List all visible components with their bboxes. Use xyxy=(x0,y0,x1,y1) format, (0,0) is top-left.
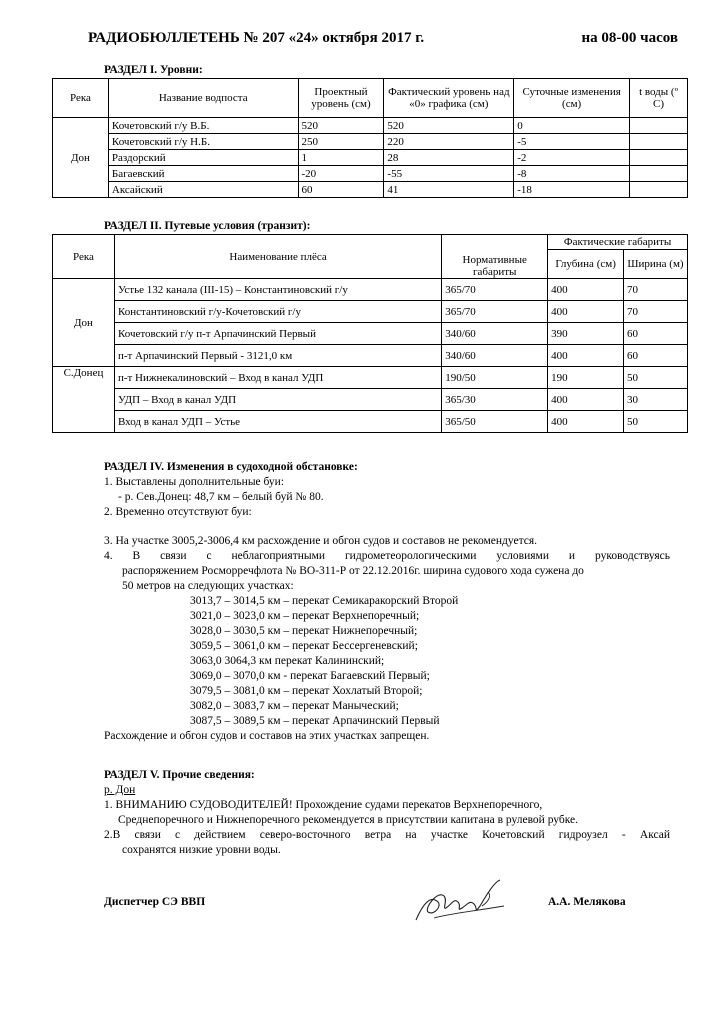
stretch-cell: Устье 132 канала (III-15) – Константиновский г/у xyxy=(114,279,441,301)
depth-cell: 400 xyxy=(548,389,624,411)
section5 xyxy=(104,768,670,858)
transit-table xyxy=(52,234,688,433)
design-cell: -20 xyxy=(298,166,384,182)
transit-header-depth: Глубина (см) xyxy=(548,250,624,279)
transit-header-row xyxy=(53,235,688,250)
temp-cell xyxy=(630,118,688,134)
dispatcher-name: А.А. Мелякова xyxy=(548,896,626,908)
location-item: 3079,5 – 3081,0 км – перекат Хохлатый Второй; xyxy=(190,685,423,697)
stretch-cell: Константиновский г/у-Кочетовский г/у xyxy=(114,301,441,323)
temp-cell xyxy=(630,134,688,150)
levels-header-daily: Суточные изменения (см) xyxy=(514,79,630,118)
width-cell: 50 xyxy=(624,411,688,433)
design-cell: 1 xyxy=(298,150,384,166)
bulletin-time: на 08-00 часов xyxy=(581,30,678,46)
design-cell: 60 xyxy=(298,182,384,198)
temp-cell xyxy=(630,150,688,166)
levels-header-river: Река xyxy=(53,79,109,118)
levels-header-actual: Фактический уровень над «0» графика (см) xyxy=(384,79,514,118)
norm-cell: 365/50 xyxy=(442,411,548,433)
norm-cell: 340/60 xyxy=(442,323,548,345)
bulletin-title: РАДИОБЮЛЛЕТЕНЬ № 207 «24» октября 2017 г. xyxy=(88,30,425,46)
stretch-cell: п-т Арпачинский Первый - 3121,0 км xyxy=(114,345,441,367)
daily-cell: -8 xyxy=(514,166,630,182)
section4-item1a: - р. Сев.Донец: 48,7 км – белый буй № 80. xyxy=(118,491,324,503)
location-item: 3069,0 – 3070,0 км - перекат Багаевский Первый; xyxy=(190,670,430,682)
table-row xyxy=(53,345,688,367)
stretch-cell: п-т Нижнекалиновский – Вход в канал УДП xyxy=(114,367,441,389)
section4-item2: 2. Временно отсутствуют буи: xyxy=(104,506,252,518)
actual-cell: 41 xyxy=(384,182,514,198)
daily-cell: -5 xyxy=(514,134,630,150)
handwritten-signature-icon xyxy=(408,876,518,928)
width-cell: 70 xyxy=(624,279,688,301)
depth-cell: 400 xyxy=(548,279,624,301)
daily-cell: -18 xyxy=(514,182,630,198)
table-row xyxy=(53,367,688,389)
section5-item2-line2: сохранятся низкие уровни воды. xyxy=(122,844,281,856)
transit-header-river: Река xyxy=(53,235,115,279)
levels-header-temp: t воды (º С) xyxy=(630,79,688,118)
temp-cell xyxy=(630,182,688,198)
depth-cell: 400 xyxy=(548,411,624,433)
table-row xyxy=(53,323,688,345)
section4-item1: 1. Выставлены дополнительные буи: xyxy=(104,476,285,488)
depth-cell: 390 xyxy=(548,323,624,345)
norm-cell: 365/70 xyxy=(442,301,548,323)
post-cell: Кочетовский г/у В.Б. xyxy=(108,118,298,134)
section1-title: РАЗДЕЛ I. Уровни: xyxy=(104,64,203,76)
levels-table xyxy=(52,78,688,198)
section5-river: р. Дон xyxy=(104,784,136,796)
transit-header-stretch: Наименование плёса xyxy=(114,235,441,279)
section4-footer: Расхождение и обгон судов и составов на этих участках запрещен. xyxy=(104,730,430,742)
location-item: 3082,0 – 3083,7 км – перекат Маныческий; xyxy=(190,700,399,712)
norm-cell: 365/70 xyxy=(442,279,548,301)
depth-cell: 400 xyxy=(548,301,624,323)
post-cell: Кочетовский г/у Н.Б. xyxy=(108,134,298,150)
depth-cell: 190 xyxy=(548,367,624,389)
location-item: 3021,0 – 3023,0 км – перекат Верхнепоречный; xyxy=(190,610,420,622)
table-row xyxy=(53,166,688,182)
norm-cell: 340/60 xyxy=(442,345,548,367)
table-row xyxy=(53,150,688,166)
post-cell: Аксайский xyxy=(108,182,298,198)
table-row xyxy=(53,118,688,134)
actual-cell: 520 xyxy=(384,118,514,134)
dispatcher-role: Диспетчер СЭ ВВП xyxy=(104,896,206,908)
depth-cell: 400 xyxy=(548,345,624,367)
norm-cell: 365/30 xyxy=(442,389,548,411)
location-item: 3063,0 3064,3 км перекат Калининский; xyxy=(190,655,385,667)
section4-item4-line2: распоряжением Росморречфлота № ВО-311-Р от 22.12.2016г. ширина судового хода сужена до xyxy=(122,565,584,577)
location-item: 3059,5 – 3061,0 км – перекат Бессергеневский; xyxy=(190,640,418,652)
levels-header-post: Название водпоста xyxy=(108,79,298,118)
section4 xyxy=(104,460,670,744)
section5-title: РАЗДЕЛ V. Прочие сведения: xyxy=(104,769,255,781)
table-row xyxy=(53,301,688,323)
post-cell: Багаевский xyxy=(108,166,298,182)
location-item: 3013,7 – 3014,5 км – перекат Семикаракорский Второй xyxy=(190,595,459,607)
table-row xyxy=(53,279,688,301)
temp-cell xyxy=(630,166,688,182)
stretch-cell: Кочетовский г/у п-т Арпачинский Первый xyxy=(114,323,441,345)
transit-header-width: Ширина (м) xyxy=(624,250,688,279)
table-row xyxy=(53,389,688,411)
width-cell: 30 xyxy=(624,389,688,411)
levels-river-cell: Дон xyxy=(53,118,109,198)
norm-cell: 190/50 xyxy=(442,367,548,389)
transit-header-norm: Нормативные габариты xyxy=(442,235,548,279)
post-cell: Раздорский xyxy=(108,150,298,166)
levels-header-row xyxy=(53,79,688,118)
actual-cell: 220 xyxy=(384,134,514,150)
section4-title: РАЗДЕЛ IV. Изменения в судоходной обстановке: xyxy=(104,461,358,473)
table-row xyxy=(53,182,688,198)
transit-river-don: Дон xyxy=(53,279,115,367)
section5-item2-line1: 2.В связи с действием северо-восточного ветра на участке Кочетовский гидроузел - Аксай xyxy=(104,829,670,841)
section4-item3: 3. На участке 3005,2-3006,4 км расхождение и обгон судов и составов не рекомендуется. xyxy=(104,535,538,547)
section2-title: РАЗДЕЛ II. Путевые условия (транзит): xyxy=(104,220,311,232)
stretch-cell: Вход в канал УДП – Устье xyxy=(114,411,441,433)
transit-river-sdonets: С.Донец xyxy=(53,367,115,433)
section4-item4-line1: 4. В связи с неблагоприятными гидрометеорологическими условиями и руководствуясь xyxy=(104,550,670,562)
actual-cell: -55 xyxy=(384,166,514,182)
section4-item4-line3: 50 метров на следующих участках: xyxy=(122,580,294,592)
width-cell: 60 xyxy=(624,323,688,345)
location-item: 3087,5 – 3089,5 км – перекат Арпачинский Первый xyxy=(190,715,440,727)
table-row xyxy=(53,411,688,433)
daily-cell: -2 xyxy=(514,150,630,166)
design-cell: 520 xyxy=(298,118,384,134)
section5-item1-line2: Среднепоречного и Нижнепоречного рекомендуется в присутствии капитана в рулевой рубке. xyxy=(118,814,579,826)
width-cell: 60 xyxy=(624,345,688,367)
location-item: 3028,0 – 3030,5 км – перекат Нижнепоречный; xyxy=(190,625,418,637)
stretch-cell: УДП – Вход в канал УДП xyxy=(114,389,441,411)
table-row xyxy=(53,134,688,150)
width-cell: 70 xyxy=(624,301,688,323)
section5-item1-line1: 1. ВНИМАНИЮ СУДОВОДИТЕЛЕЙ! Прохождение судами перекатов Верхнепоречного, xyxy=(104,799,543,811)
levels-header-design: Проектный уровень (см) xyxy=(298,79,384,118)
design-cell: 250 xyxy=(298,134,384,150)
daily-cell: 0 xyxy=(514,118,630,134)
actual-cell: 28 xyxy=(384,150,514,166)
width-cell: 50 xyxy=(624,367,688,389)
transit-header-actual-group: Фактические габариты xyxy=(548,235,688,250)
